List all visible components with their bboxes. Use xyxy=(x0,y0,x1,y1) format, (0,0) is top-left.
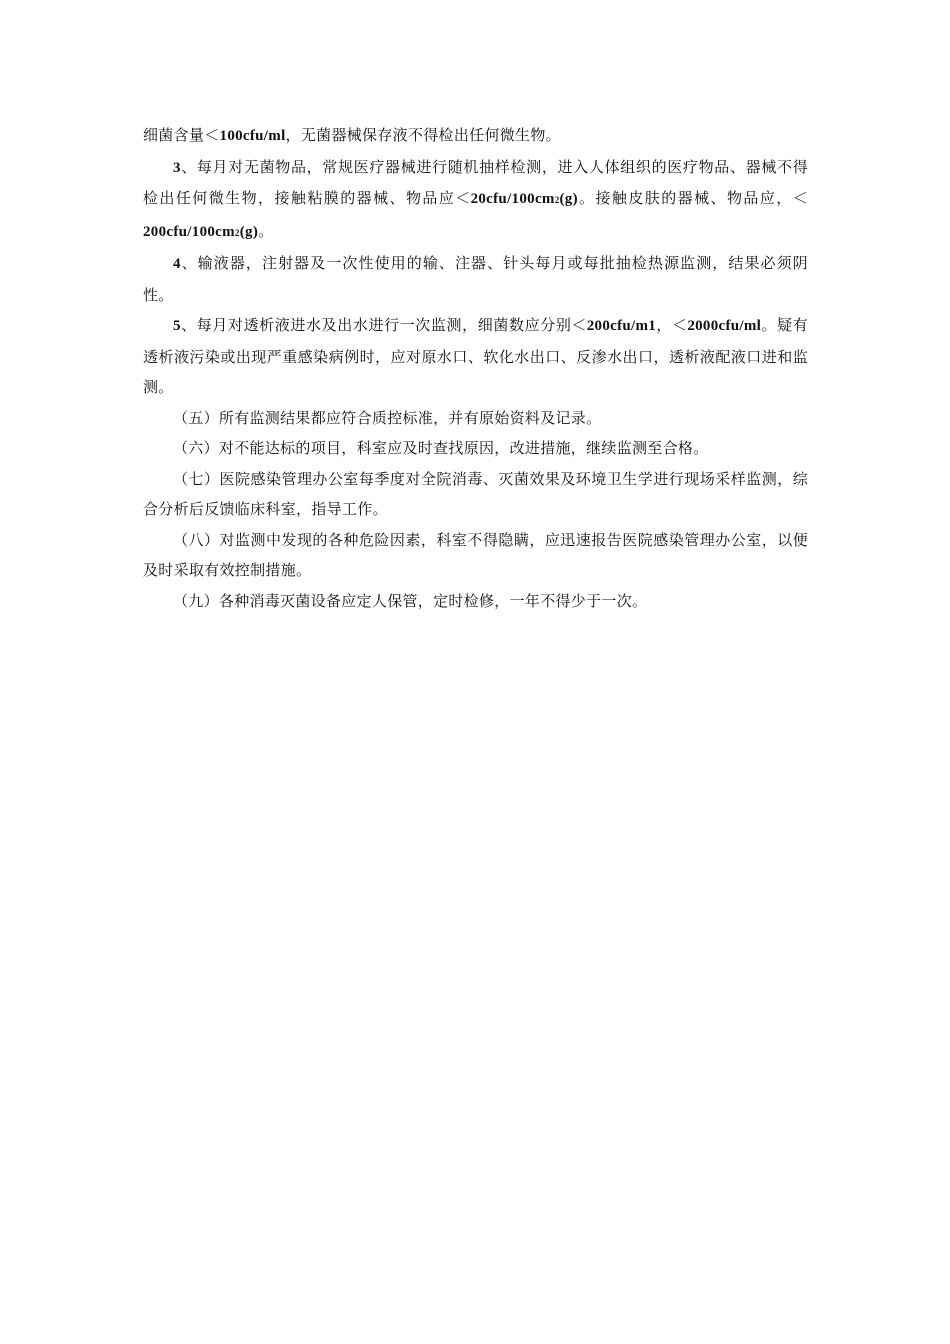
paragraph-section-9: （九）各种消毒灭菌设备应定人保管，定时检修，一年不得少于一次。 xyxy=(173,591,648,610)
paragraph-section-7: （七）医院感染管理办公室每季度对全院消毒、灭菌效果及环境卫生学进行现场采样监测，综合分析后反馈临床科室，指导工作。 xyxy=(143,469,808,518)
paragraph-section-8: （八）对监测中发现的各种危险因素，科室不得隐瞒，应迅速报告医院感染管理办公室，以便及时采取有效控制措施。 xyxy=(143,530,808,579)
paragraph-item-4: 4、输液器，注射器及一次性使用的输、注器、针头每月或每批抽检热源监测，结果必须阴性。 xyxy=(143,254,808,304)
paragraph-bacteria-limit: 细菌含量＜100cfu/ml，无菌器械保存液不得检出任何微生物。 xyxy=(143,126,561,144)
paragraph-section-6: （六）对不能达标的项目，科室应及时查找原因，改进措施，继续监测至合格。 xyxy=(173,439,709,457)
paragraph-item-3: 3、每月对无菌物品，常规医疗器械进行随机抽样检测，进入人体组织的医疗物品、器械不得检出任何微生物，接触粘膜的器械、物品应＜20cfu/100cm2(g)。接触皮肤的器械、物品应，＜200cfu/100cm2(g)。 xyxy=(143,157,808,240)
document-body xyxy=(143,120,808,616)
paragraph-section-5: （五）所有监测结果都应符合质控标准，并有原始资料及记录。 xyxy=(173,408,602,427)
paragraph-item-5: 5、每月对透析液进水及出水进行一次监测，细菌数应分别＜200cfu/m1，＜2000cfu/ml。疑有透析液污染或出现严重感染病例时，应对原水口、软化水出口、反渗水出口，透析液配液口进和监测。 xyxy=(143,316,808,396)
